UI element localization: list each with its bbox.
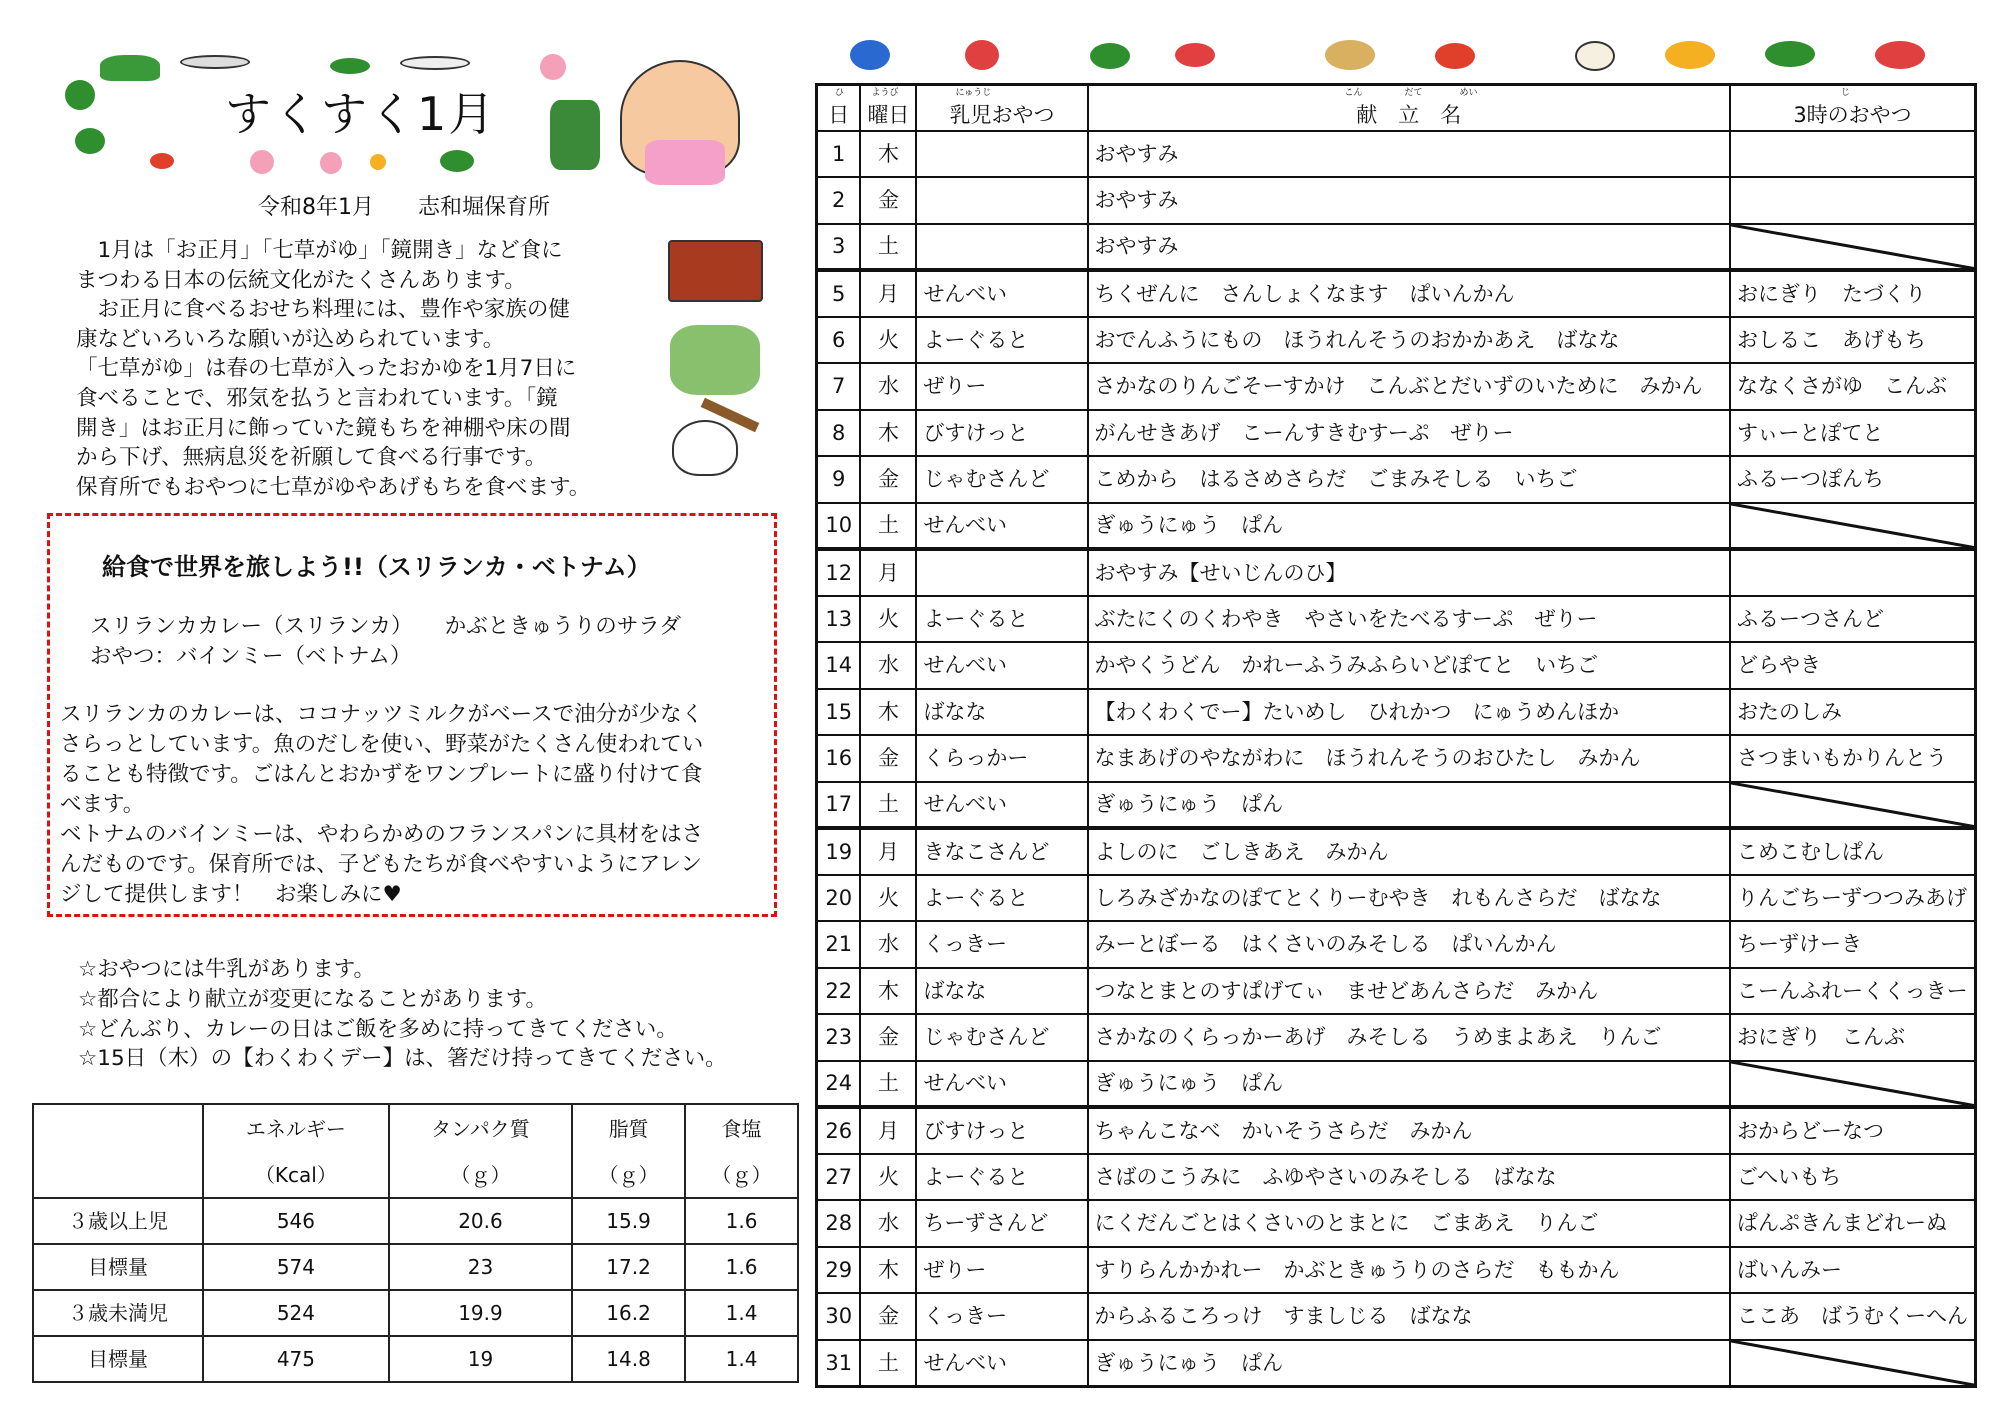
day-cell: 16 (817, 735, 861, 782)
afternoon-snack-cell: おからどーなつ (1730, 1107, 1976, 1154)
menu-row (817, 131, 1976, 178)
nutrition-value: 546 (203, 1198, 389, 1244)
world-food-menu: スリランカカレー（スリランカ） かぶときゅうりのサラダ おやつ：バインミー（ベトナム） (90, 614, 682, 669)
intro-line: 開き」はお正月に飾っていた鏡もちを神棚や床の間 (76, 415, 571, 441)
header-day (817, 85, 861, 131)
afternoon-snack-cell: ふるーつぽんち (1730, 456, 1976, 503)
description-line: ベトナムのバインミーは、やわらかめのフランスパンに具材をはさ (60, 822, 704, 847)
infant-snack-cell: ばなな (916, 689, 1087, 736)
infant-snack-cell (916, 131, 1087, 178)
infant-snack-cell: せんべい (916, 782, 1087, 829)
nutrition-value: 1.6 (685, 1244, 798, 1290)
day-cell: 30 (817, 1293, 861, 1340)
afternoon-snack-cell: ごへいもち (1730, 1154, 1976, 1201)
menu-name-cell: さかなのりんごそーすかけ こんぶとだいずのいために みかん (1088, 363, 1730, 410)
menu-name-cell: ぎゅうにゅう ぱん (1088, 1340, 1730, 1387)
afternoon-snack-cell: おにぎり たづくり (1730, 270, 1976, 317)
header-energy: エネルギー (203, 1104, 389, 1152)
header-salt: 食塩 (685, 1104, 798, 1152)
infant-snack-cell: ぜりー (916, 1247, 1087, 1294)
weekday-cell: 木 (860, 1247, 916, 1294)
note-item: ☆おやつには牛乳があります。 (78, 957, 376, 982)
menu-row (817, 1014, 1976, 1061)
weekday-cell: 木 (860, 410, 916, 457)
kagami-mochi-icon (1575, 41, 1615, 71)
top-toy-icon (1435, 43, 1475, 69)
menu-row (817, 317, 1976, 364)
weekday-cell: 土 (860, 503, 916, 550)
unit-energy: （Kcal） (203, 1152, 389, 1198)
newsletter-subtitle: 令和8年1月 志和堀保育所 (258, 195, 550, 220)
day-cell: 28 (817, 1200, 861, 1247)
infant-snack-cell: じゃむさんど (916, 456, 1087, 503)
menu-name-cell: ぎゅうにゅう ぱん (1088, 782, 1730, 829)
menu-row (817, 1107, 1976, 1154)
infant-snack-cell: くっきー (916, 921, 1087, 968)
menu-row (817, 921, 1976, 968)
infant-snack-cell: よーぐると (916, 596, 1087, 643)
menu-row (817, 596, 1976, 643)
nutrition-value: 475 (203, 1336, 389, 1382)
menu-row (817, 968, 1976, 1015)
header-afternoon-snack (1730, 85, 1976, 131)
menu-row (817, 1247, 1976, 1294)
nutrition-value: 23 (389, 1244, 572, 1290)
infant-snack-cell: ばなな (916, 968, 1087, 1015)
menu-row (817, 1340, 1976, 1387)
weekday-cell: 火 (860, 317, 916, 364)
day-cell: 10 (817, 503, 861, 550)
infant-snack-cell: びすけっと (916, 410, 1087, 457)
weekday-cell: 水 (860, 363, 916, 410)
world-food-title: 給食で世界を旅しよう!!（スリランカ・ベトナム） (102, 553, 651, 581)
day-cell: 8 (817, 410, 861, 457)
infant-snack-cell (916, 177, 1087, 224)
plum-flower-icon (250, 150, 274, 174)
notes-list (78, 955, 727, 1074)
header-blank (33, 1104, 203, 1198)
menu-name-cell: こめから はるさめさらだ ごまみそしる いちご (1088, 456, 1730, 503)
kite-icon (1665, 41, 1715, 69)
intro-line: 食べることで、邪気を払うと言われています。「鏡 (76, 385, 558, 411)
world-food-description (60, 700, 770, 910)
afternoon-snack-cell: こーんふれーくくっきー (1730, 968, 1976, 1015)
nutrition-value: 1.6 (685, 1198, 798, 1244)
description-line: スリランカのカレーは、ココナッツミルクがベースで油分が少なく (60, 702, 704, 727)
weekday-cell: 月 (860, 1107, 916, 1154)
day-cell: 23 (817, 1014, 861, 1061)
fan-icon (1875, 41, 1925, 69)
description-line: ジして提供します！ お楽しみに♥ (60, 882, 402, 907)
intro-line: 「七草がゆ」は春の七草が入ったおかゆを1月7日に (76, 356, 577, 382)
menu-name-cell: おでんふうにもの ほうれんそうのおかかあえ ばなな (1088, 317, 1730, 364)
star-icon (370, 154, 386, 170)
unit-protein: （ｇ） (389, 1152, 572, 1198)
afternoon-snack-cell: すぃーとぽてと (1730, 410, 1976, 457)
nanakusa-illustration (670, 325, 760, 395)
nutrition-row (33, 1198, 798, 1244)
header-menu-name (1088, 85, 1730, 131)
infant-snack-cell: よーぐると (916, 1154, 1087, 1201)
diagonal-slash (1731, 504, 1974, 548)
nutrition-value: 19 (389, 1336, 572, 1382)
menu-name-cell: おやすみ (1088, 177, 1730, 224)
weekday-cell: 土 (860, 1061, 916, 1108)
weekday-cell: 木 (860, 689, 916, 736)
row-label: 目標量 (33, 1336, 203, 1382)
menu-row (817, 735, 1976, 782)
menu-name-cell: しろみざかなのぽてとくりーむやき れもんさらだ ばなな (1088, 875, 1730, 922)
plum-flower-icon (320, 152, 342, 174)
day-cell: 5 (817, 270, 861, 317)
menu-row (817, 689, 1976, 736)
weekday-cell: 金 (860, 177, 916, 224)
menu-name-cell: おやすみ (1088, 131, 1730, 178)
shimenawa-icon (1325, 40, 1375, 70)
kagami-mochi-mallet-illustration (672, 420, 738, 476)
intro-line: まつわる日本の伝統文化がたくさんあります。 (76, 267, 526, 293)
menu-name-cell: ぎゅうにゅう ぱん (1088, 503, 1730, 550)
menu-name-cell: 【わくわくでー】たいめし ひれかつ にゅうめんほか (1088, 689, 1730, 736)
menu-row (817, 270, 1976, 317)
day-cell: 31 (817, 1340, 861, 1387)
day-cell: 22 (817, 968, 861, 1015)
day-cell: 21 (817, 921, 861, 968)
nutrition-header-row (33, 1104, 798, 1152)
menu-row (817, 456, 1976, 503)
afternoon-snack-cell: さつまいもかりんとう (1730, 735, 1976, 782)
menu-row (817, 410, 1976, 457)
infant-snack-cell: よーぐると (916, 875, 1087, 922)
plum-flower-icon (540, 54, 566, 80)
monthly-menu-table (815, 83, 1977, 1388)
row-label: ３歳以上児 (33, 1198, 203, 1244)
day-cell: 17 (817, 782, 861, 829)
kimono-icon (645, 140, 725, 185)
nutrition-value: 16.2 (572, 1290, 685, 1336)
header-infant-snack (916, 85, 1087, 131)
afternoon-snack-cell: ここあ ばうむくーへん (1730, 1293, 1976, 1340)
newsletter-title: すくすく1月 (225, 87, 497, 141)
menu-name-cell: ちゃんこなべ かいそうさらだ みかん (1088, 1107, 1730, 1154)
snack-none-cell (1730, 1340, 1976, 1387)
world-food-box (47, 513, 777, 917)
diagonal-slash (1731, 225, 1974, 269)
menu-name-cell: みーとぼーる はくさいのみそしる ぱいんかん (1088, 921, 1730, 968)
afternoon-snack-cell (1730, 549, 1976, 596)
nutrition-value: 19.9 (389, 1290, 572, 1336)
intro-line: から下げ、無病息災を祈願して食べる行事です。 (76, 445, 547, 471)
day-cell: 1 (817, 131, 861, 178)
ruby: だて (1404, 88, 1423, 98)
menu-row (817, 828, 1976, 875)
snack-none-cell (1730, 782, 1976, 829)
menu-row (817, 177, 1976, 224)
ruby: にゅうじ (955, 88, 992, 98)
pine-icon (65, 80, 95, 110)
day-cell: 29 (817, 1247, 861, 1294)
flower-icon (150, 153, 174, 169)
menu-name-cell: からふるころっけ すましじる ばなな (1088, 1293, 1730, 1340)
intro-line: 1月は「お正月」「七草がゆ」「鏡開き」など食に (76, 238, 563, 263)
day-cell: 14 (817, 642, 861, 689)
afternoon-snack-cell: ふるーつさんど (1730, 596, 1976, 643)
infant-snack-cell: くっきー (916, 1293, 1087, 1340)
note-item: ☆都合により献立が変更になることがあります。 (78, 986, 548, 1012)
infant-snack-cell: せんべい (916, 270, 1087, 317)
menu-row (817, 503, 1976, 550)
nutrition-table (32, 1103, 799, 1383)
nutrition-value: 1.4 (685, 1290, 798, 1336)
infant-snack-cell: びすけっと (916, 1107, 1087, 1154)
weekday-cell: 火 (860, 596, 916, 643)
infant-snack-cell: せんべい (916, 1340, 1087, 1387)
menu-row (817, 642, 1976, 689)
menu-name-cell: さばのこうみに ふゆやさいのみそしる ばなな (1088, 1154, 1730, 1201)
header-dow (860, 85, 916, 131)
weekday-cell: 金 (860, 735, 916, 782)
row-label: 目標量 (33, 1244, 203, 1290)
nutrition-value: 17.2 (572, 1244, 685, 1290)
menu-name-cell: ぶたにくのくわやき やさいをたべるすーぷ ぜりー (1088, 596, 1730, 643)
weekday-cell: 金 (860, 1014, 916, 1061)
daruma-icon (550, 100, 600, 170)
day-cell: 3 (817, 224, 861, 271)
header-protein: タンパク質 (389, 1104, 572, 1152)
weekday-cell: 火 (860, 875, 916, 922)
row-label: ３歳未満児 (33, 1290, 203, 1336)
nutrition-value: 574 (203, 1244, 389, 1290)
snack-none-cell (1730, 503, 1976, 550)
weekday-cell: 水 (860, 921, 916, 968)
infant-snack-cell: せんべい (916, 1061, 1087, 1108)
header-infant-label: 乳児おやつ (949, 102, 1055, 127)
menu-name-cell: なまあげのやながわに ほうれんそうのおひたし みかん (1088, 735, 1730, 782)
note-item: ☆15日（木）の【わくわくデー】は、箸だけ持ってきてください。 (78, 1046, 727, 1072)
menu-row (817, 549, 1976, 596)
weekday-cell: 火 (860, 1154, 916, 1201)
weekday-cell: 月 (860, 828, 916, 875)
menu-name-cell: おやすみ (1088, 224, 1730, 271)
day-cell: 27 (817, 1154, 861, 1201)
header-menu-label: 献 立 名 (1356, 102, 1462, 127)
afternoon-snack-cell: おしるこ あげもち (1730, 317, 1976, 364)
pine-icon (440, 150, 474, 172)
menu-row (817, 224, 1976, 271)
pine-icon (75, 128, 105, 154)
infant-snack-cell: くらっかー (916, 735, 1087, 782)
diagonal-slash (1731, 1341, 1974, 1385)
menu-row (817, 782, 1976, 829)
afternoon-snack-cell (1730, 131, 1976, 178)
nutrition-value: 20.6 (389, 1198, 572, 1244)
day-cell: 15 (817, 689, 861, 736)
afternoon-snack-cell: おにぎり こんぶ (1730, 1014, 1976, 1061)
crane-icon (400, 56, 470, 70)
description-line: べます。 (60, 792, 145, 817)
weekday-cell: 木 (860, 131, 916, 178)
menu-decoration-strip (845, 35, 1975, 75)
pine-icon (1765, 41, 1815, 67)
menu-name-cell: かやくうどん かれーふうみふらいどぽてと いちご (1088, 642, 1730, 689)
unit-salt: （ｇ） (685, 1152, 798, 1198)
afternoon-snack-cell: ちーずけーき (1730, 921, 1976, 968)
nutrition-row (33, 1290, 798, 1336)
menu-row (817, 1200, 1976, 1247)
nutrition-value: 1.4 (685, 1336, 798, 1382)
day-cell: 13 (817, 596, 861, 643)
nutrition-value: 14.8 (572, 1336, 685, 1382)
afternoon-snack-cell: こめこむしぱん (1730, 828, 1976, 875)
infant-snack-cell: ちーずさんど (916, 1200, 1087, 1247)
intro-line: 保育所でもおやつに七草がゆやあげもちを食べます。 (76, 474, 591, 500)
hagoita-icon (1175, 43, 1215, 67)
afternoon-snack-cell: りんごちーずつつみあげ (1730, 875, 1976, 922)
menu-name-cell: がんせきあげ こーんすきむすーぷ ぜりー (1088, 410, 1730, 457)
afternoon-snack-cell: おたのしみ (1730, 689, 1976, 736)
nutrition-value: 15.9 (572, 1198, 685, 1244)
afternoon-snack-cell: どらやき (1730, 642, 1976, 689)
menu-name-cell: おやすみ【せいじんのひ】 (1088, 549, 1730, 596)
weekday-cell: 木 (860, 968, 916, 1015)
ruby: じ (1841, 88, 1851, 98)
turtle-icon (100, 55, 160, 81)
day-cell: 6 (817, 317, 861, 364)
kite-icon (850, 40, 890, 70)
ruby: めい (1459, 88, 1478, 98)
menu-row (817, 875, 1976, 922)
afternoon-snack-cell: ばいんみー (1730, 1247, 1976, 1294)
header-fat: 脂質 (572, 1104, 685, 1152)
afternoon-snack-cell: ななくさがゆ こんぶ (1730, 363, 1976, 410)
ruby: こん (1344, 88, 1363, 98)
crane-icon (180, 55, 250, 69)
menu-row (817, 1293, 1976, 1340)
menu-header-row (817, 85, 1976, 131)
leaf-icon (330, 58, 370, 74)
menu-name-cell: ちくぜんに さんしょくなます ぱいんかん (1088, 270, 1730, 317)
infant-snack-cell: せんべい (916, 503, 1087, 550)
day-cell: 19 (817, 828, 861, 875)
menu-row (817, 363, 1976, 410)
ruby: ようび (871, 88, 899, 98)
day-cell: 2 (817, 177, 861, 224)
description-line: さらっとしています。魚のだしを使い、野菜がたくさん使われてい (60, 732, 704, 757)
diagonal-slash (1731, 783, 1974, 827)
day-cell: 7 (817, 363, 861, 410)
menu-name-cell: よしのに ごしきあえ みかん (1088, 828, 1730, 875)
intro-line: お正月に食べるおせち料理には、豊作や家族の健 (76, 297, 570, 323)
weekday-cell: 月 (860, 270, 916, 317)
menu-name-cell: すりらんかかれー かぶときゅうりのさらだ ももかん (1088, 1247, 1730, 1294)
infant-snack-cell: よーぐると (916, 317, 1087, 364)
infant-snack-cell: じゃむさんど (916, 1014, 1087, 1061)
afternoon-snack-cell (1730, 177, 1976, 224)
intro-line: 康などいろいろな願いが込められています。 (76, 326, 505, 352)
nutrition-row (33, 1244, 798, 1290)
afternoon-snack-cell: ぱんぷきんまどれーぬ (1730, 1200, 1976, 1247)
day-cell: 20 (817, 875, 861, 922)
nutrition-value: 524 (203, 1290, 389, 1336)
temari-ball-icon (965, 40, 999, 70)
weekday-cell: 土 (860, 782, 916, 829)
day-cell: 12 (817, 549, 861, 596)
pine-icon (1090, 43, 1130, 69)
description-line: ることも特徴です。ごはんとおかずをワンプレートに盛り付けて食 (60, 762, 703, 787)
weekday-cell: 金 (860, 1293, 916, 1340)
ruby: ひ (835, 88, 845, 98)
menu-row (817, 1154, 1976, 1201)
menu-name-cell: にくだんごとはくさいのとまとに ごまあえ りんご (1088, 1200, 1730, 1247)
description-line: んだものです。保育所では、子どもたちが食べやすいようにアレン (60, 852, 702, 877)
infant-snack-cell: せんべい (916, 642, 1087, 689)
infant-snack-cell (916, 224, 1087, 271)
weekday-cell: 土 (860, 1340, 916, 1387)
osechi-box-illustration (668, 240, 763, 302)
diagonal-slash (1731, 1062, 1974, 1106)
header-snack-label: 3時のおやつ (1793, 102, 1912, 127)
infant-snack-cell: きなこさんど (916, 828, 1087, 875)
header-day-label: 日 (828, 102, 850, 127)
weekday-cell: 水 (860, 1200, 916, 1247)
note-item: ☆どんぶり、カレーの日はご飯を多めに持ってきてください。 (78, 1016, 678, 1042)
day-cell: 24 (817, 1061, 861, 1108)
weekday-cell: 月 (860, 549, 916, 596)
nutrition-row (33, 1336, 798, 1382)
menu-name-cell: つなとまとのすぱげてぃ ませどあんさらだ みかん (1088, 968, 1730, 1015)
weekday-cell: 土 (860, 224, 916, 271)
snack-none-cell (1730, 1061, 1976, 1108)
header-dow-label: 曜日 (867, 102, 910, 127)
weekday-cell: 水 (860, 642, 916, 689)
day-cell: 26 (817, 1107, 861, 1154)
intro-paragraph (76, 236, 646, 502)
menu-name-cell: さかなのくらっかーあげ みそしる うめまよあえ りんご (1088, 1014, 1730, 1061)
day-cell: 9 (817, 456, 861, 503)
menu-row (817, 1061, 1976, 1108)
infant-snack-cell: ぜりー (916, 363, 1087, 410)
unit-fat: （ｇ） (572, 1152, 685, 1198)
snack-none-cell (1730, 224, 1976, 271)
weekday-cell: 金 (860, 456, 916, 503)
infant-snack-cell (916, 549, 1087, 596)
menu-name-cell: ぎゅうにゅう ぱん (1088, 1061, 1730, 1108)
